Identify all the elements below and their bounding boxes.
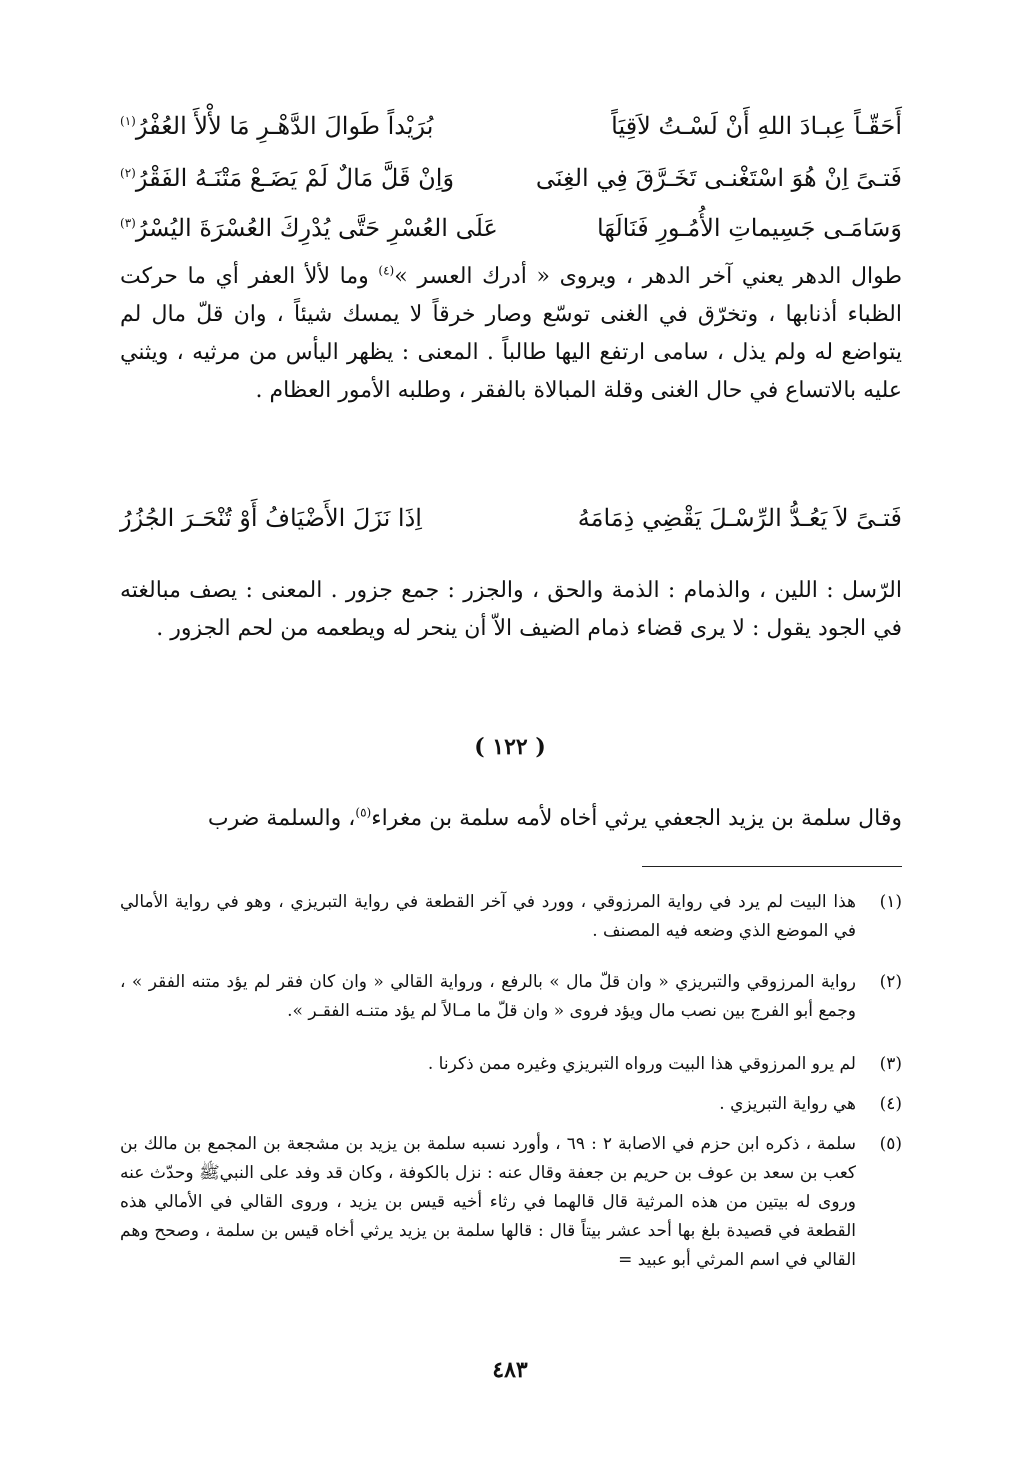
verse-line-3 [120, 206, 902, 250]
verse-4-second-hemistich: اِذَا نَزَلَ الأَضْيَافُ أَوْ تُنْحَـرَ الجُزُرُ [120, 504, 422, 532]
footnote-5 [120, 1130, 902, 1275]
poem-intro-part-a: وقال سلمة بن يزيد الجعفي يرثي أخاه لأمه سلمة بن مغراء [371, 806, 902, 831]
poem-intro-line [120, 800, 902, 838]
commentary-paragraph-1 [120, 258, 902, 410]
footnote-marker-3: (٣) [120, 216, 136, 230]
footnote-2-text: رواية المرزوقي والتبريزي « وان قلّ مال » بالرفع ، ورواية القالي « وان كان فقر لم يؤد متنه الفقر » ، وجمع أبو الفرج بين نصب مال ويؤد فروى « وان قلّ ما مـالاً لم يؤد متنـه الفقـر ». [120, 972, 856, 1021]
poem-section-number: ( ١٢٢ ) [474, 734, 546, 760]
verse-3-first-hemistich: وَسَامَـى جَسِيماتِ الأُمُـورِ فَنَالَهَا [596, 214, 902, 242]
commentary-1-part-b: وما لألأ العفر أي ما حركت الظباء أذنابها ، وتخرّق في الغنى توسّع وصار خرقاً لا يمسك شيئاً ، وان قلّ مال لم يتواضع له ولم يذل ، سامى ارتفع اليها طالباً . المعنى : يظهر اليأس من مرثيه ، ويثني عليه بالاتساع في حال الغنى وقلة المبالاة بالفقر ، وطلبه الأمور العظام . [120, 264, 902, 403]
verse-3-second-hemistich [120, 206, 498, 250]
commentary-paragraph-2: الرّسل : اللين ، والذمام : الذمة والحق ، والجزر : جمع جزور . المعنى : يصف مبالغته في الجود يقول : لا يرى قضاء ذمام الضيف الاّ أن ينحر له ويطعمه من لحم الجزور . [120, 578, 902, 641]
verse-1-second-hemistich [120, 104, 433, 148]
footnote-4-number: (٤) [879, 1094, 902, 1114]
verse-1-second-hemistich-text: بُرَيْداً طَوالَ الدَّهْـرِ مَا لأْلأَ العُفْرُ [135, 112, 434, 140]
footnote-marker-2: (٢) [120, 166, 136, 180]
footnote-3 [120, 1050, 902, 1079]
verse-2-first-hemistich: فَتـىً اِنْ هُوَ اسْتَغْنـى تَخَـرَّقَ فِي الغِنَى [535, 164, 902, 192]
footnote-marker-1: (١) [120, 114, 136, 128]
verse-1-first-hemistich: أَحَقّـاً عِبـادَ اللهِ أَنْ لَسْـتُ لاَقِيَاً [611, 112, 902, 140]
verse-line-1 [120, 104, 902, 148]
footnote-1 [120, 888, 902, 946]
page-number: ٤٨٣ [492, 1357, 528, 1383]
verse-2-second-hemistich-text: وَاِنْ قَلَّ مَالٌ لَمْ يَضَـعْ مَتْنَـهُ الفَقْرُ [135, 164, 455, 192]
poem-intro-part-b: ، والسلمة ضرب [207, 806, 356, 831]
footnote-2-number: (٢) [879, 972, 902, 992]
verse-2-second-hemistich [120, 156, 454, 200]
footnote-3-number: (٣) [879, 1054, 902, 1074]
footnote-separator-rule [642, 866, 902, 867]
footnote-5-text: سلمة ، ذكره ابن حزم في الاصابة ٢ : ٦٩ ، وأورد نسبه سلمة بن يزيد بن مشجعة بن المجمع بن مالك بن كعب بن سعد بن عوف بن حريم بن جعفة وقال عنه : نزل بالكوفة ، وكان قد وفد على النبيﷺ وحدّث عنه وروى له بيتين من هذه المرثية قال قالهما في رثاء أخيه قيس بن يزيد ، وروى القالي في الأمالي هذه القطعة في قصيدة بلغ بها أحد عشر بيتاً قال : قالها سلمة بن يزيد يرثي أخاه قيس بن سلمة ، وصحح وهم القالي في اسم المرثي أبو عبيد = [120, 1134, 856, 1270]
footnote-3-text: لم يرو المرزوقي هذا البيت ورواه التبريزي وغيره ممن ذكرنا . [427, 1054, 856, 1074]
footnote-1-text: هذا البيت لم يرد في رواية المرزوقي ، وورد في آخر القطعة في رواية التبريزي ، وهو في رواية الأمالي في الموضع الذي وضعه فيه المصنف . [120, 892, 856, 941]
verse-4-first-hemistich: فَتـىً لاَ يَعُـدُّ الرِّسْـلَ يَقْضِي ذِمَامَهُ [577, 504, 902, 532]
footnote-5-number: (٥) [879, 1134, 902, 1154]
footnote-2 [120, 968, 902, 1026]
footnote-4-text: هي رواية التبريزي . [719, 1094, 856, 1114]
footnote-marker-4: (٤) [378, 263, 395, 278]
verse-line-4 [120, 496, 902, 540]
footnote-marker-5: (٥) [355, 805, 372, 820]
footnote-1-number: (١) [879, 892, 902, 912]
footnote-4 [120, 1090, 902, 1119]
verse-3-second-hemistich-text: عَلَى العُسْرِ حَتَّى يُدْرِكَ العُسْرَةَ اليُسْرُ [135, 214, 498, 242]
commentary-1-part-a: طوال الدهر يعني آخر الدهر ، ويروى « أدرك العسر » [394, 264, 902, 289]
verse-line-2 [120, 156, 902, 200]
